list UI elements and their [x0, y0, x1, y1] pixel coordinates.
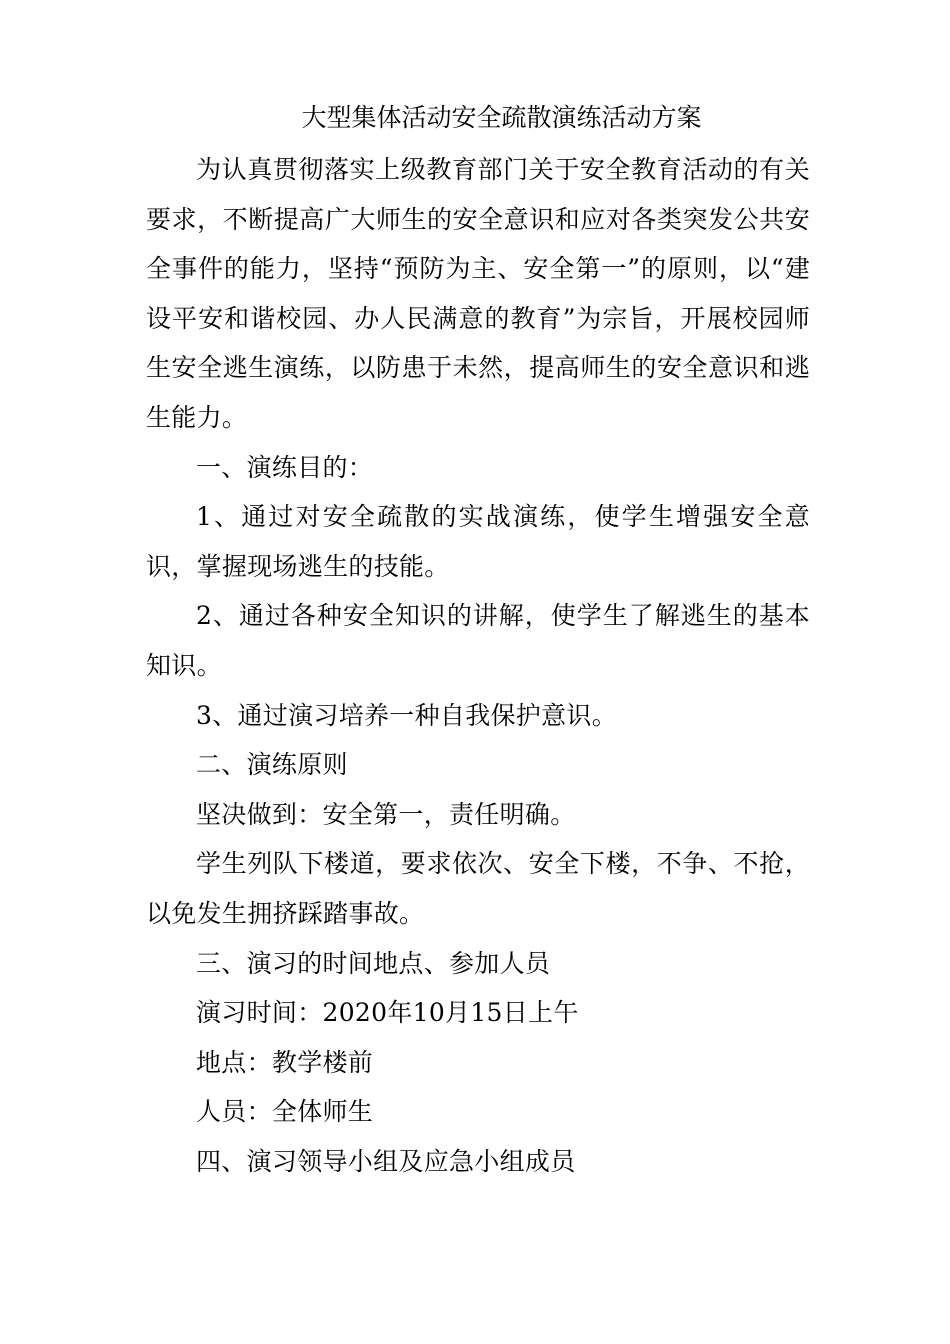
paragraph-participants: 人员：全体师生 — [196, 1097, 374, 1127]
paragraph-purpose-3: 3、通过演习培养一种自我保护意识。 — [196, 700, 618, 730]
paragraph-location: 地点：教学楼前 — [196, 1047, 374, 1077]
paragraph-purpose-1: 1、通过对安全疏散的实战演练，使学生增强安全意识，掌握现场逃生的技能。 — [146, 502, 810, 581]
heading-drill-principle: 二、演练原则 — [196, 750, 348, 780]
paragraph-purpose-2: 2、通过各种安全知识的讲解，使学生了解逃生的基本知识。 — [146, 601, 810, 680]
heading-leadership-group: 四、演习领导小组及应急小组成员 — [196, 1146, 576, 1176]
heading-drill-purpose: 一、演练目的： — [196, 452, 374, 482]
paragraph-drill-time: 演习时间：2020年10月15日上午 — [196, 998, 579, 1028]
paragraph-principle-1: 坚决做到：安全第一，责任明确。 — [196, 799, 576, 829]
heading-time-place-people: 三、演习的时间地点、参加人员 — [196, 948, 551, 978]
paragraph-intro: 为认真贯彻落实上级教育部门关于安全教育活动的有关要求，不断提高广大师生的安全意识和应对各类突发公共安全事件的能力，坚持“预防为主、安全第一”的原则，以“建设平安和谐校园、办人民满意的教育”为宗旨，开展校园师生安全逃生演练，以防患于未然，提高师生的安全意识和逃生能力。 — [146, 155, 810, 432]
document-title: 大型集体活动安全疏散演练活动方案 — [301, 103, 702, 132]
paragraph-principle-2: 学生列队下楼道，要求依次、安全下楼，不争、不抢，以免发生拥挤踩踏事故。 — [146, 849, 810, 928]
document-page — [146, 96, 810, 1186]
